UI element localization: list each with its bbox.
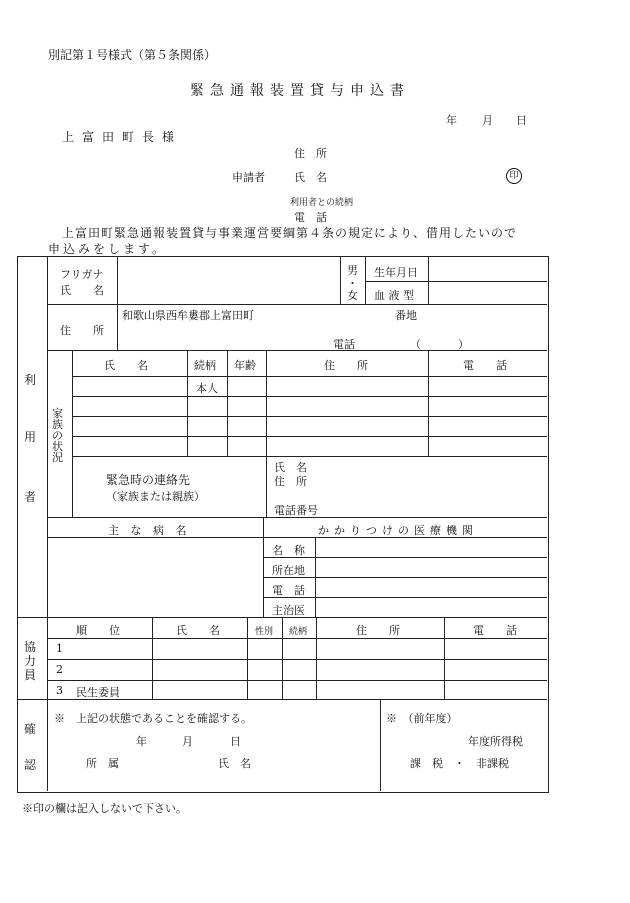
form-title: 緊急通報装置貸与申込書: [190, 83, 410, 99]
disease-header: 主 な 病 名: [108, 524, 191, 537]
phone-paren-close: ）: [458, 338, 469, 351]
confirm-affiliation-label: 所 属: [86, 757, 119, 770]
blood-label: 血 液 型: [374, 289, 414, 302]
coop-header-name: 氏 名: [176, 624, 220, 637]
family-header-name: 氏 名: [104, 359, 148, 372]
footer-note: ※印の欄は記入しないで下さい。: [22, 802, 187, 815]
user-name-label: 氏 名: [60, 284, 104, 297]
family-header-relation: 続柄: [194, 359, 216, 372]
user-side-label-1: 利: [24, 373, 37, 387]
applicant-address-label: 住 所: [294, 147, 327, 160]
tax-income-label: 年度所得税: [468, 735, 523, 748]
form-number: 別記第１号様式（第５条関係）: [48, 48, 217, 62]
intro-line-2: 申込みをします。: [48, 242, 168, 256]
date-year-label: 年: [446, 114, 457, 127]
banchi-label: 番地: [395, 309, 417, 322]
applicant-label: 申請者: [232, 171, 265, 184]
applicant-name-label: 氏 名: [294, 171, 327, 184]
coop-row-3-minsei: 民生委員: [76, 686, 120, 699]
family-side-label-3: の: [52, 429, 63, 442]
coop-header-address: 住 所: [356, 624, 400, 637]
emergency-phone-label: 電話番号: [274, 504, 318, 517]
user-side-label-2: 用: [24, 430, 37, 444]
confirm-date-year: 年: [136, 735, 147, 748]
coop-side-label-1: 協: [24, 640, 37, 654]
applicant-phone-label: 電 話: [294, 211, 327, 224]
user-side-label-3: 者: [24, 490, 37, 504]
confirm-side-label-2: 認: [24, 758, 37, 772]
coop-row-1-order: 1: [56, 642, 63, 655]
emergency-name-label: 氏 名: [274, 461, 307, 474]
emergency-address-label: 住 所: [274, 475, 307, 488]
date-day-label: 日: [516, 114, 527, 127]
coop-header-sex: 性別: [255, 627, 274, 637]
hospital-header: かかりつけの医療機関: [318, 524, 478, 537]
confirm-date-day: 日: [230, 735, 241, 748]
sex-male[interactable]: 男: [347, 264, 358, 277]
phone-paren-open: （: [410, 338, 421, 351]
hospital-doctor-label: 主治医: [272, 604, 305, 617]
confirm-name-label: 氏 名: [218, 757, 251, 770]
hospital-location-label: 所在地: [272, 564, 305, 577]
seal-mark: 印: [506, 168, 522, 184]
family-side-label-1: 家: [52, 407, 63, 420]
confirm-statement: ※ 上記の状態であることを確認する。: [54, 712, 252, 725]
coop-header-phone: 電 話: [473, 624, 517, 637]
addressee: 上富田町長様: [62, 130, 183, 144]
user-address-label: 住 所: [60, 324, 104, 337]
user-phone-label: 電話: [333, 338, 355, 351]
emergency-subtitle: （家族または親族）: [106, 490, 205, 503]
family-header-age: 年齢: [234, 359, 256, 372]
intro-line-1: 上富田町緊急通報装置貸与事業運営要綱第４条の規定により、借用したいので: [62, 226, 518, 240]
family-header-address: 住 所: [324, 359, 368, 372]
coop-side-label-2: 力: [24, 654, 37, 668]
tax-status: 課 税 ・ 非課税: [410, 757, 509, 770]
coop-row-3-order: 3: [56, 684, 63, 697]
family-side-label-5: 況: [52, 451, 63, 464]
hospital-phone-label: 電 話: [272, 584, 305, 597]
confirm-date-month: 月: [182, 735, 193, 748]
furigana-label: フリガナ: [60, 268, 104, 281]
date-month-label: 月: [482, 114, 493, 127]
birth-label: 生年月日: [374, 266, 418, 279]
coop-header-order: 順 位: [76, 624, 120, 637]
coop-row-2-order: 2: [56, 663, 63, 676]
confirm-side-label-1: 確: [24, 722, 37, 736]
tax-prefix: ※ （前年度）: [386, 712, 458, 725]
family-side-label-2: 族: [52, 418, 63, 431]
hospital-name-label: 名 称: [272, 544, 305, 557]
sex-female[interactable]: 女: [347, 289, 358, 302]
sex-dot: ・: [347, 277, 358, 290]
coop-header-relation: 続柄: [289, 627, 308, 637]
family-header-phone: 電 話: [463, 359, 507, 372]
relation-label: 利用者との続柄: [290, 198, 354, 208]
user-address-value: 和歌山県西牟婁郡上富田町: [122, 309, 254, 322]
emergency-title: 緊急時の連絡先: [106, 473, 191, 487]
family-row1-relation: 本人: [196, 382, 218, 395]
family-side-label-4: 状: [52, 440, 63, 453]
coop-side-label-3: 員: [24, 668, 37, 682]
